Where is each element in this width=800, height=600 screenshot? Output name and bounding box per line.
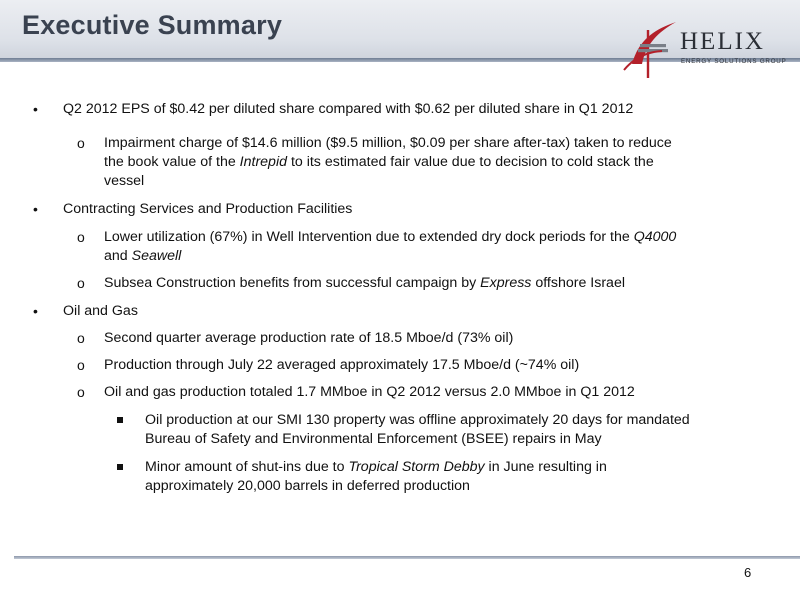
sub-production-july: Production through July 22 averaged approximately 17.5 Mboe/d (~74% oil) <box>104 357 580 373</box>
sub-marker: o <box>77 357 85 373</box>
logo-tagline: ENERGY SOLUTIONS GROUP <box>681 58 787 65</box>
bullet-marker: • <box>33 303 38 319</box>
bullet-marker: • <box>33 201 38 217</box>
subsub-smi130-line-1: Oil production at our SMI 130 property was offline approximately 20 days for mandated <box>145 412 690 428</box>
sub-production-total: Oil and gas production totaled 1.7 MMboe in Q2 2012 versus 2.0 MMboe in Q1 2012 <box>104 384 635 400</box>
sub-utilization-line-2: and Seawell <box>104 248 182 264</box>
vessel-name-q4000: Q4000 <box>633 229 677 245</box>
sub-impairment-line-1: Impairment charge of $14.6 million ($9.5 million, $0.09 per share after-tax) taken to reduce <box>104 135 672 151</box>
sub-marker: o <box>77 384 85 400</box>
logo-wordmark: HELIX <box>680 28 765 55</box>
sub-subsea-construction: Subsea Construction benefits from successful campaign by Express offshore Israel <box>104 275 625 291</box>
vessel-name-intrepid: Intrepid <box>239 154 287 170</box>
sub-production-rate: Second quarter average production rate of 18.5 Mboe/d (73% oil) <box>104 330 514 346</box>
sub-marker: o <box>77 135 85 151</box>
sub-impairment-line-2: the book value of the Intrepid to its estimated fair value due to decision to cold stack the <box>104 154 654 170</box>
page-number: 6 <box>744 565 752 580</box>
bullet-oil-gas: Oil and Gas <box>63 303 138 319</box>
bullet-marker: • <box>33 101 38 117</box>
subsub-storm-line-2: approximately 20,000 barrels in deferred production <box>145 478 470 494</box>
page-title: Executive Summary <box>22 10 283 40</box>
square-bullet-icon <box>117 464 123 470</box>
bullet-eps: Q2 2012 EPS of $0.42 per diluted share compared with $0.62 per diluted share in Q1 2012 <box>63 101 634 117</box>
storm-name: Tropical Storm Debby <box>348 459 485 475</box>
sub-marker: o <box>77 275 85 291</box>
subsub-smi130-line-2: Bureau of Safety and Environmental Enforcement (BSEE) repairs in May <box>145 431 602 447</box>
sub-marker: o <box>77 330 85 346</box>
sub-marker: o <box>77 229 85 245</box>
footer-divider <box>14 556 800 559</box>
sub-utilization-line-1: Lower utilization (67%) in Well Intervention due to extended dry dock periods for the Q4000 <box>104 229 677 245</box>
bullet-contracting: Contracting Services and Production Facilities <box>63 201 353 217</box>
subsub-storm-line-1: Minor amount of shut-ins due to Tropical Storm Debby in June resulting in <box>145 459 607 475</box>
sub-impairment-line-3: vessel <box>104 173 145 189</box>
vessel-name-seawell: Seawell <box>131 248 182 264</box>
square-bullet-icon <box>117 417 123 423</box>
vessel-name-express: Express <box>480 275 532 291</box>
